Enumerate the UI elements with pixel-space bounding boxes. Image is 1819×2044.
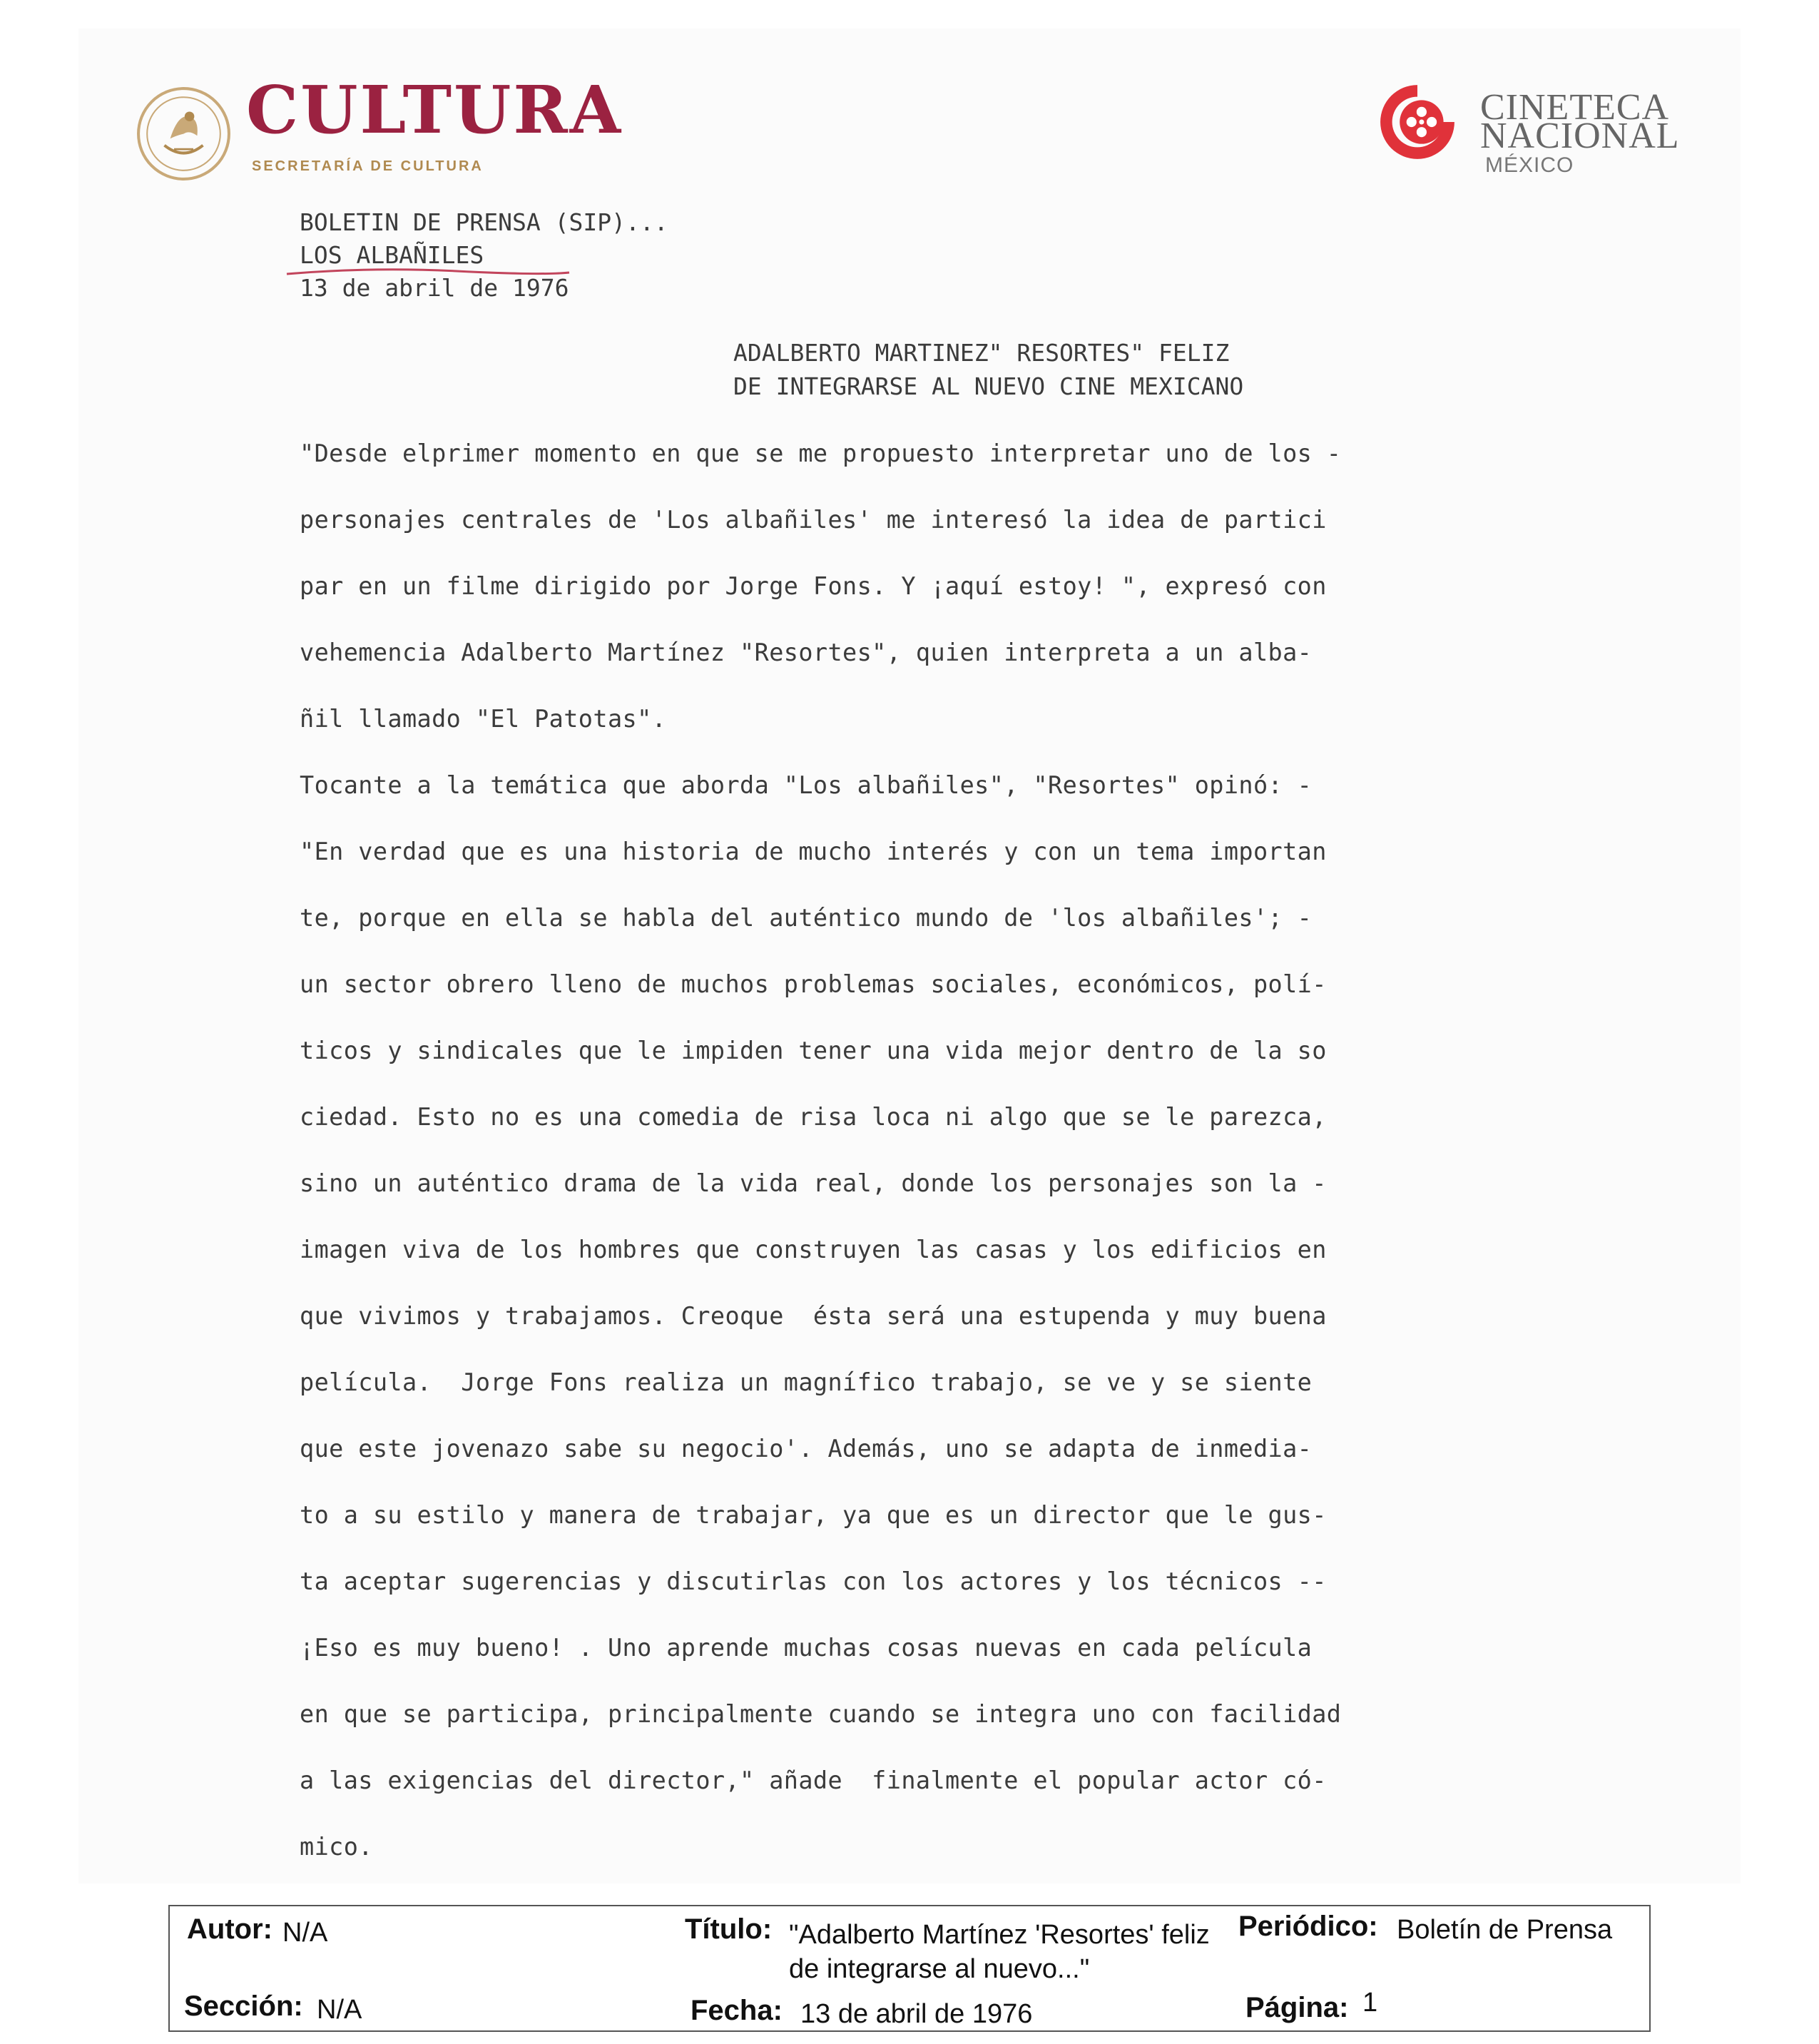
headline-line-2: DE INTEGRARSE AL NUEVO CINE MEXICANO <box>733 372 1244 400</box>
cultura-subtitle: SECRETARÍA DE CULTURA <box>252 158 484 174</box>
body-line: par en un filme dirigido por Jorge Fons. Y ¡aquí estoy! ", expresó con <box>300 572 1327 600</box>
cineteca-country: MÉXICO <box>1485 153 1574 177</box>
bulletin-film-title: LOS ALBAÑILES <box>300 241 484 269</box>
bulletin-header-line: BOLETIN DE PRENSA (SIP)... <box>300 208 668 236</box>
periodico-value: Boletín de Prensa <box>1397 1915 1613 1945</box>
headline-line-1: ADALBERTO MARTINEZ" RESORTES" FELIZ <box>733 339 1230 367</box>
body-line: película. Jorge Fons realiza un magnífico trabajo, se ve y se siente <box>300 1368 1313 1396</box>
metadata-box <box>168 1905 1651 2032</box>
body-line: que este jovenazo sabe su negocio'. Además, uno se adapta de inmedia- <box>300 1435 1313 1463</box>
body-line: ñil llamado "El Patotas". <box>300 705 667 733</box>
body-line: imagen viva de los hombres que construyen las casas y los edificios en <box>300 1236 1327 1263</box>
article-body <box>300 435 1541 1895</box>
cultura-title: CULTURA <box>246 71 623 148</box>
film-reel-logo-icon <box>1375 80 1459 164</box>
body-line: a las exigencias del director," añade finalmente el popular actor có- <box>300 1766 1327 1794</box>
body-line: vehemencia Adalberto Martínez "Resortes", quien interpreta a un alba- <box>300 639 1313 666</box>
body-line: ciedad. Esto no es una comedia de risa loca ni algo que se le parezca, <box>300 1103 1327 1131</box>
seccion-label: Sección: <box>184 1990 303 2022</box>
body-line: que vivimos y trabajamos. Creoque ésta será una estupenda y muy buena <box>300 1302 1327 1330</box>
body-line: personajes centrales de 'Los albañiles' me interesó la idea de partici <box>300 506 1327 534</box>
body-line: mico. <box>300 1833 373 1861</box>
pagina-value: 1 <box>1362 1988 1378 2018</box>
autor-value: N/A <box>282 1918 328 1948</box>
body-line: sino un auténtico drama de la vida real, donde los personajes son la - <box>300 1169 1327 1197</box>
body-line: ticos y sindicales que le impiden tener una vida mejor dentro de la so <box>300 1037 1327 1064</box>
pagina-label: Página: <box>1245 1992 1349 2023</box>
bulletin-date: 13 de abril de 1976 <box>300 274 569 302</box>
body-line: "Desde elprimer momento en que se me propuesto interpretar uno de los - <box>300 439 1342 467</box>
fecha-label: Fecha: <box>691 1995 783 2026</box>
body-line: to a su estilo y manera de trabajar, ya que es un director que le gus- <box>300 1501 1327 1529</box>
body-line: te, porque en ella se habla del auténtico mundo de 'los albañiles'; - <box>300 904 1313 932</box>
autor-label: Autor: <box>187 1913 272 1945</box>
cineteca-title-line2: NACIONAL <box>1480 116 1680 156</box>
body-line: en que se participa, principalmente cuando se integra uno con facilidad <box>300 1700 1342 1728</box>
fecha-value: 13 de abril de 1976 <box>800 1999 1033 2029</box>
titulo-label: Título: <box>685 1913 773 1945</box>
body-line: "En verdad que es una historia de mucho interés y con un tema importan <box>300 838 1327 865</box>
mexican-coat-of-arms-seal-icon <box>136 86 232 182</box>
body-line: Tocante a la temática que aborda "Los albañiles", "Resortes" opinó: - <box>300 771 1313 799</box>
titulo-value: "Adalberto Martínez 'Resortes' feliz de integrarse al nuevo..." <box>789 1920 1210 1984</box>
body-line: ta aceptar sugerencias y discutirlas con los actores y los técnicos -- <box>300 1567 1327 1595</box>
seccion-value: N/A <box>317 1995 362 2025</box>
periodico-label: Periódico: <box>1238 1911 1378 1942</box>
cineteca-title-line1: CINETECA <box>1480 87 1670 128</box>
body-line: ¡Eso es muy bueno! . Uno aprende muchas cosas nuevas en cada película <box>300 1634 1313 1662</box>
body-line: un sector obrero lleno de muchos problemas sociales, económicos, polí- <box>300 970 1327 998</box>
